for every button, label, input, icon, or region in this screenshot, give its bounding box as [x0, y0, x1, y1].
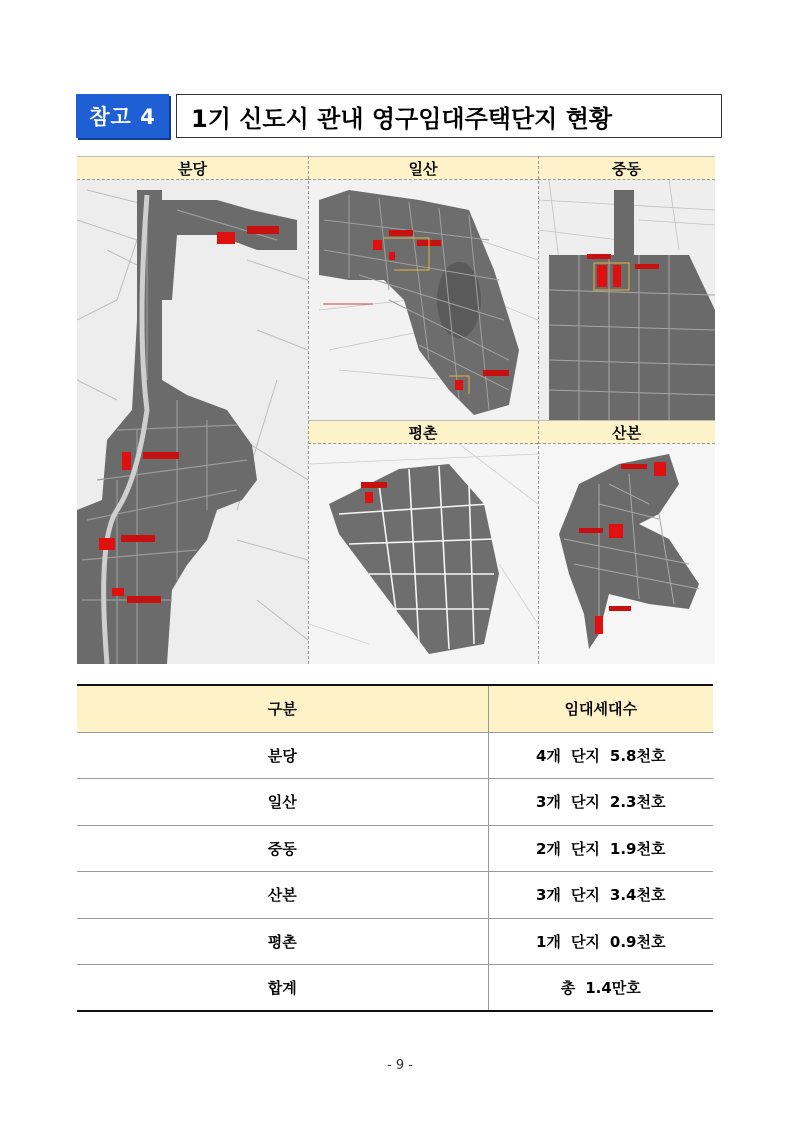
row-value: 1개 단지 0.9천호 — [488, 918, 713, 965]
row-name: 분당 — [77, 732, 488, 779]
row-value: 3개 단지 3.4천호 — [488, 872, 713, 919]
map-header-bundang: 분당 — [77, 156, 308, 180]
map-header-jungdong: 중동 — [538, 156, 715, 180]
map-ilsan — [309, 180, 538, 420]
table-header-row — [77, 685, 713, 732]
table-row — [77, 779, 713, 826]
row-name: 중동 — [77, 825, 488, 872]
map-header-pyeongchon: 평촌 — [308, 420, 538, 444]
row-name: 일산 — [77, 779, 488, 826]
table-row — [77, 872, 713, 919]
map-bundang — [77, 180, 308, 664]
title-row — [76, 94, 722, 138]
reference-badge: 참고 4 — [76, 94, 169, 138]
map-header-sanbon: 산본 — [538, 420, 715, 444]
map-header-ilsan: 일산 — [308, 156, 538, 180]
table-total-row — [77, 965, 713, 1012]
map-sanbon-graphic — [539, 444, 715, 664]
table-row — [77, 825, 713, 872]
map-jungdong-graphic — [539, 180, 715, 420]
column-header-households: 임대세대수 — [488, 685, 713, 732]
map-grid — [77, 156, 715, 664]
total-value: 총 1.4만호 — [488, 965, 713, 1012]
map-pyeongchon — [309, 444, 538, 664]
row-name: 산본 — [77, 872, 488, 919]
column-header-category: 구분 — [77, 685, 488, 732]
table-row — [77, 918, 713, 965]
row-name: 평촌 — [77, 918, 488, 965]
rental-housing-table — [77, 684, 713, 1012]
row-value: 3개 단지 2.3천호 — [488, 779, 713, 826]
map-bundang-graphic — [77, 180, 308, 664]
row-value: 4개 단지 5.8천호 — [488, 732, 713, 779]
page-number: - 9 - — [387, 1058, 413, 1073]
table-row — [77, 732, 713, 779]
map-jungdong — [539, 180, 715, 420]
map-pyeongchon-graphic — [309, 444, 538, 664]
row-value: 2개 단지 1.9천호 — [488, 825, 713, 872]
map-sanbon — [539, 444, 715, 664]
page-title: 1기 신도시 관내 영구임대주택단지 현황 — [176, 94, 722, 138]
map-ilsan-graphic — [309, 180, 538, 420]
total-label: 합계 — [77, 965, 488, 1012]
